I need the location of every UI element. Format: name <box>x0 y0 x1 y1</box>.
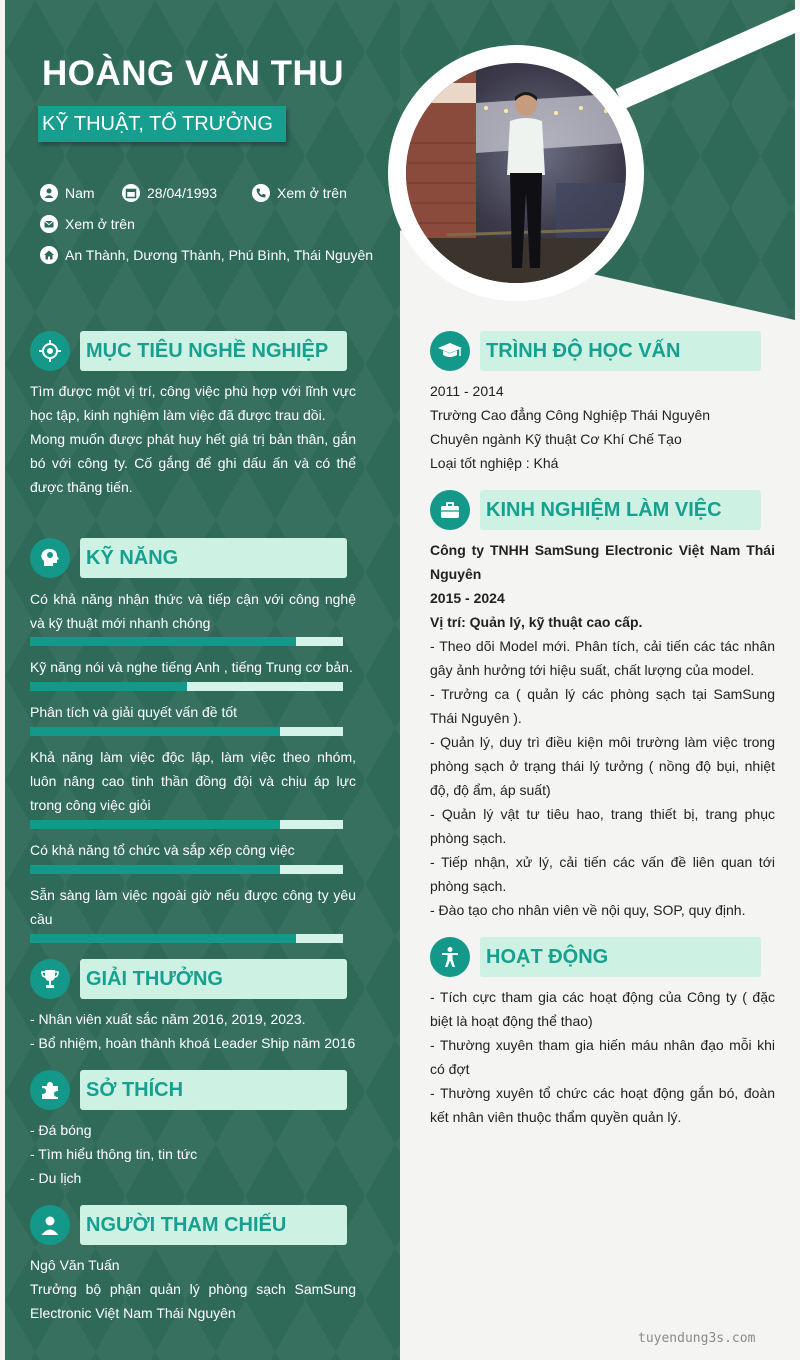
birthday-value: 28/04/1993 <box>147 185 218 201</box>
calendar-icon <box>122 184 140 202</box>
experience-duty: - Quản lý, duy trì điều kiện môi trường làm việc trong phòng sạch ở trạng thái lý tưởng ( nồng độ bụi, nhiệt độ, độ ẩm, áp suất) <box>430 734 775 798</box>
education-period: 2011 - 2014 <box>430 383 504 399</box>
skill-text: Kỹ năng nói và nghe tiếng Anh , tiếng Trung cơ bản. <box>30 659 353 675</box>
reference-details <box>30 1253 356 1325</box>
objective-line: bó với công ty. Cố gắng để ghi dấu ấn và có thể <box>30 455 356 471</box>
address-info <box>40 246 373 264</box>
phone-value: Xem ở trên <box>277 185 347 201</box>
education-title: TRÌNH ĐỘ HỌC VẤN <box>480 331 761 371</box>
skill-bar-fill <box>30 820 280 829</box>
education-details <box>430 379 775 475</box>
briefcase-icon <box>430 490 470 530</box>
skill-bar <box>30 934 343 943</box>
gender-info <box>40 184 95 202</box>
skill-bar <box>30 865 343 874</box>
mail-icon <box>40 215 58 233</box>
skill-bar <box>30 637 343 646</box>
job-title: KỸ THUẬT, TỔ TRƯỞNG <box>38 106 286 142</box>
activities-list <box>430 985 775 1129</box>
objective-text <box>30 379 356 499</box>
gender-value: Nam <box>65 185 95 201</box>
skill-bar-fill <box>30 727 280 736</box>
reference-position: Trưởng bộ phận quản lý phòng sạch SamSung Electronic Việt Nam Thái Nguyên <box>30 1281 356 1321</box>
avatar <box>406 63 626 283</box>
candidate-name: HOÀNG VĂN THU <box>42 54 345 93</box>
reference-title: NGƯỜI THAM CHIẾU <box>80 1205 347 1245</box>
skill-bar-fill <box>30 682 187 691</box>
hobbies-title: SỞ THÍCH <box>80 1070 347 1110</box>
graduation-cap-icon <box>430 331 470 371</box>
skill-text: Có khả năng nhận thức và tiếp cận với công nghệ và kỹ thuật mới nhanh chóng <box>30 591 356 631</box>
education-major: Chuyên ngành Kỹ thuật Cơ Khí Chế Tạo <box>430 431 682 447</box>
experience-duty: - Đào tạo cho nhân viên về nội quy, SOP, quy định. <box>430 902 746 918</box>
activity-item: - Tích cực tham gia các hoạt động của Công ty ( đặc biệt là hoạt động thể thao) <box>430 989 775 1029</box>
objective-line: Tìm được một vị trí, công việc phù hợp với lĩnh vực <box>30 383 356 399</box>
skill-bar-fill <box>30 865 280 874</box>
education-grade: Loại tốt nghiệp : Khá <box>430 455 559 471</box>
person-icon <box>30 1205 70 1245</box>
target-icon <box>30 331 70 371</box>
experience-details <box>430 538 775 922</box>
skill-text: Phân tích và giải quyết vấn đề tốt <box>30 704 238 720</box>
birthday-info <box>122 184 217 202</box>
address-value: An Thành, Dương Thành, Phú Bình, Thái Nguyên <box>65 247 374 263</box>
award-item: - Bổ nhiệm, hoàn thành khoá Leader Ship năm 2016 <box>30 1035 356 1051</box>
skill-text: Khả năng làm việc độc lập, làm việc theo nhóm, luôn nâng cao tinh thần đồng đội và chịu áp lực trong công việc giỏi <box>30 749 356 813</box>
skill-bar <box>30 820 343 829</box>
watermark: tuyendung3s.com <box>638 1331 756 1346</box>
email-value: Xem ở trên <box>65 216 135 232</box>
hobby-item: - Đá bóng <box>30 1122 92 1138</box>
experience-title: KINH NGHIỆM LÀM VIỆC <box>480 490 761 530</box>
skill-text: Sẵn sàng làm việc ngoài giờ nếu được công ty yêu cầu <box>30 887 356 927</box>
puzzle-icon <box>30 1070 70 1110</box>
phone-info <box>252 184 347 202</box>
hobby-item: - Tìm hiểu thông tin, tin tức <box>30 1146 198 1162</box>
home-icon <box>40 246 58 264</box>
skill-bar-fill <box>30 637 296 646</box>
objective-line: được thăng tiến. <box>30 479 133 495</box>
skill-text: Có khả năng tổ chức và sắp xếp công việc <box>30 842 295 858</box>
experience-role: Vị trí: Quản lý, kỹ thuật cao cấp. <box>430 614 643 630</box>
experience-duty: - Quản lý vật tư tiêu hao, trang thiết bị, trang phục phòng sạch. <box>430 806 775 846</box>
reference-name: Ngô Văn Tuấn <box>30 1257 120 1273</box>
objective-line: Mong muốn được phát huy hết giá trị bản thân, gắn <box>30 431 356 447</box>
experience-duty: - Theo dõi Model mới. Phân tích, cải tiến các tác nhân gây ảnh hưởng tới hiệu suất, chất lượng của model. <box>430 638 775 678</box>
experience-duty: - Tiếp nhận, xử lý, cải tiến các vấn đề liên quan tới phòng sạch. <box>430 854 775 894</box>
objective-line: học tập, kinh nghiệm làm việc đã được trau dồi. <box>30 407 326 423</box>
email-info <box>40 215 135 233</box>
objective-title: MỤC TIÊU NGHỀ NGHIỆP <box>80 331 347 371</box>
award-item: - Nhân viên xuất sắc năm 2016, 2019, 2023. <box>30 1011 306 1027</box>
skill-bar <box>30 682 343 691</box>
activity-icon <box>430 937 470 977</box>
experience-period: 2015 - 2024 <box>430 590 505 606</box>
education-school: Trường Cao đẳng Công Nghiệp Thái Nguyên <box>430 407 711 423</box>
hobbies-list <box>30 1118 356 1190</box>
experience-company: Công ty TNHH SamSung Electronic Việt Nam Thái Nguyên <box>430 542 775 582</box>
phone-icon <box>252 184 270 202</box>
awards-list <box>30 1007 356 1055</box>
skills-title: KỸ NĂNG <box>80 538 347 578</box>
skill-bar-fill <box>30 934 296 943</box>
awards-title: GIẢI THƯỞNG <box>80 959 347 999</box>
brain-icon <box>30 538 70 578</box>
activity-item: - Thường xuyên tham gia hiến máu nhân đạo mỗi khi có đợt <box>430 1037 775 1077</box>
activities-title: HOẠT ĐỘNG <box>480 937 761 977</box>
trophy-icon <box>30 959 70 999</box>
experience-duty: - Trưởng ca ( quản lý các phòng sạch tại SamSung Thái Nguyên ). <box>430 686 775 726</box>
user-icon <box>40 184 58 202</box>
activity-item: - Thường xuyên tổ chức các hoạt động gắn bó, đoàn kết nhân viên thuộc thẩm quyền quản lý. <box>430 1085 775 1125</box>
skill-bar <box>30 727 343 736</box>
hobby-item: - Du lịch <box>30 1170 82 1186</box>
